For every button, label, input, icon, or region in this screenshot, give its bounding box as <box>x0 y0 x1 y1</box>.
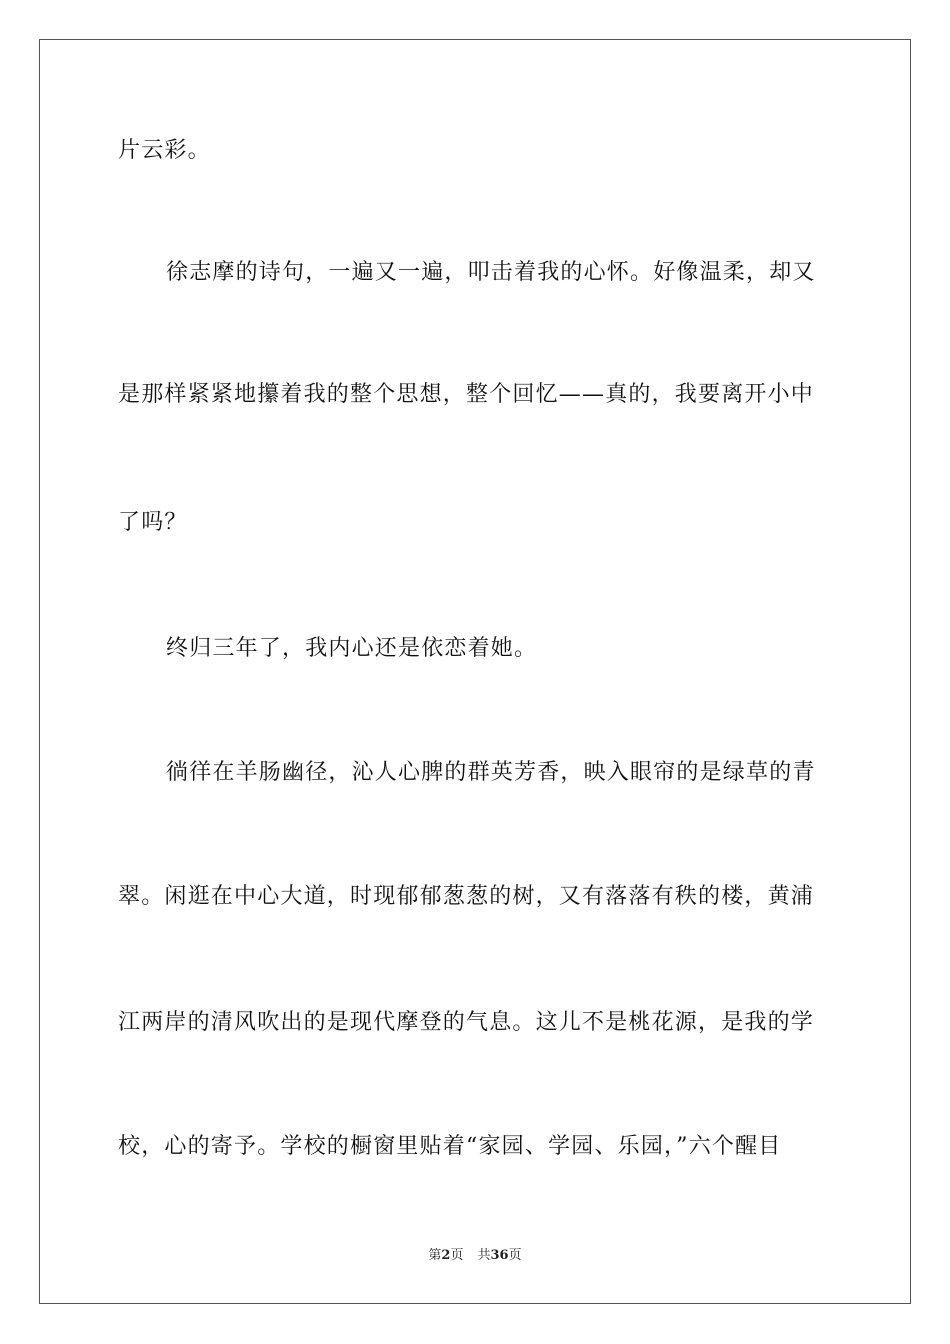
text-line-5: 终归三年了，我内心还是依恋着她。 <box>166 636 538 661</box>
text-line-8: 江两岸的清风吹出的是现代摩登的气息。这儿不是桃花源，是我的学 <box>118 1010 815 1035</box>
page-footer <box>0 1247 950 1265</box>
page-suffix: 页 <box>450 1248 464 1263</box>
total-suffix: 页 <box>508 1248 522 1263</box>
page-prefix: 第 <box>428 1248 442 1263</box>
text-line-6: 徜徉在羊肠幽径，沁人心脾的群英芳香，映入眼帘的是绿草的青 <box>166 760 816 785</box>
text-line-2: 徐志摩的诗句，一遍又一遍，叩击着我的心怀。好像温柔，却又 <box>166 260 816 285</box>
total-pages: 36 <box>490 1248 509 1263</box>
text-line-7: 翠。闲逛在中心大道，时现郁郁葱葱的树，又有落落有秩的楼，黄浦 <box>118 884 815 909</box>
text-line-4: 了吗？ <box>118 510 188 535</box>
total-prefix: 共 <box>477 1248 491 1263</box>
text-line-1: 片云彩。 <box>118 138 211 163</box>
page-frame <box>39 39 911 1304</box>
text-line-9: 校，心的寄予。学校的橱窗里贴着“家园、学园、乐园，”六个醒目 <box>118 1134 782 1159</box>
text-line-3: 是那样紧紧地攥着我的整个思想，整个回忆——真的，我要离开小中 <box>118 382 815 407</box>
page-number: 2 <box>441 1248 451 1263</box>
